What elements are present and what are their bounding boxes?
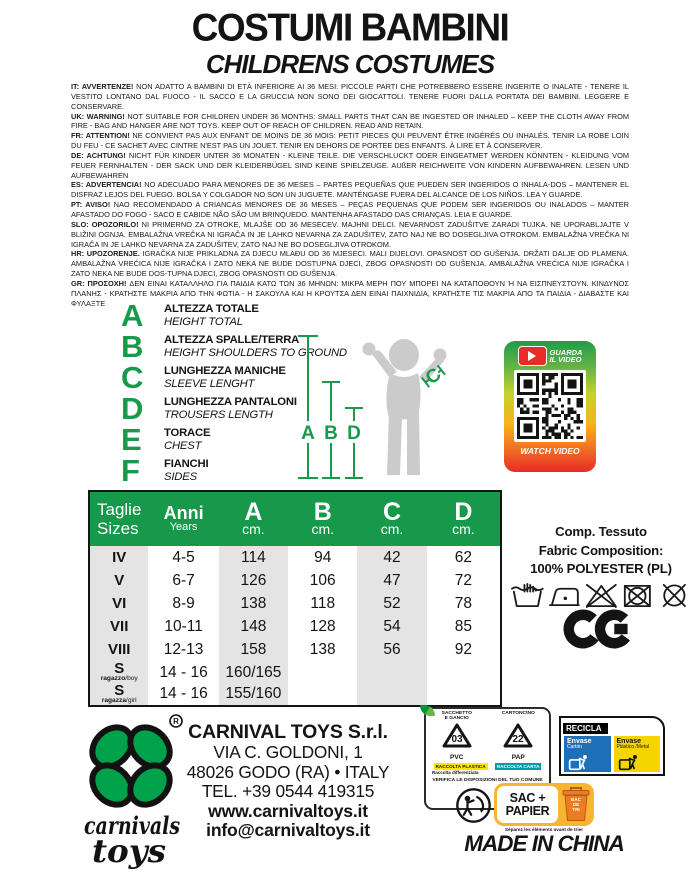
composition-title-it: Comp. Tessuto [555,524,647,539]
qr-code [514,370,586,442]
tidyman-bin-icon [566,754,592,771]
recycle-item1-label: SACCHETTO E GANCIO [441,711,472,722]
page-subtitle: CHILDRENS COSTUMES [205,49,495,79]
legend-letter: F [121,453,140,488]
table-cell-size: VIII [90,639,148,662]
recycle-triangle-pap-icon [502,722,534,749]
company-email: info@carnivaltoys.it [206,820,370,841]
company-street: VIA C. GOLDONI, 1 [213,742,363,762]
warning-paragraph: DE: ACHTUNG! NICHT FÜR KINDER UNTER 36 MONATEN - KLEINE TEILE. DIE VERSCHLUCKT ODER EINGEATMET WERDEN KÖNNTEN - KLEIDUNG VOM FEUER FERNHALTEN - DER SACK UND DER KLEIDERBÜGEL SIND KEINE SPIELZEUGE. AUßER REICHWEITE VON KINDERN AUFBEWAHREN. LESEN UND AUFBEWAHREN [71,150,629,180]
table-cell-value: 138 [309,641,336,659]
table-header-c: C cm. [357,492,426,546]
table-cell-value: 158 [219,639,288,662]
table-cell-size: IV [90,546,148,569]
table-cell-value: 6-7 [172,571,195,589]
table-cell-value: 10-11 [164,618,203,636]
composition-title-en: Fabric Composition: [538,542,664,558]
table-cell-value: 14 - 16 [159,685,208,703]
legend-subtitle: CHEST [164,439,202,452]
do-not-bleach-icon [584,582,619,609]
table-cell-value: 4-5 [172,548,195,566]
table-header-d: D cm. [427,492,500,546]
legend-letter: D [121,391,144,426]
table-cell-value [288,684,357,706]
fabric-composition [505,523,697,609]
hand-wash-icon [510,582,545,609]
origin-label: MADE IN CHINA [464,831,624,856]
video-qr-badge [504,341,596,472]
registered-mark-letter: R [173,717,179,726]
company-name: CARNIVAL TOYS S.r.l. [188,721,388,743]
legend-subtitle: SIDES [164,470,197,483]
do-not-tumble-dry-icon [620,582,655,609]
table-cell-value: 54 [357,616,426,639]
legend-item-a [121,298,393,333]
sort-elements-note: Séparez les éléments avant de trier [504,827,584,832]
warning-paragraph: ES: ADVERTENCIA! NO ADECUADO PARA MENORES DE 36 MESES – PARTES PEQUEÑAS QUE PUEDEN SER INGERIDOS O INHALA-DOS – MANTENER EL DISFRAZ LEJOS DEL FUEGO. BOLSA Y COLGADOR NO SON UN JUGUETE. MANTÉNGASE FUERA DEL ALCANCE DE LOS NIÑOS. LEA Y GUARDE. [71,180,629,200]
watch-video-bottom-label: WATCH VIDEO [520,446,580,456]
company-city: 48026 GODO (RA) • ITALY [186,761,390,782]
table-cell-value: 47 [357,569,426,592]
table-cell-size: S ragazza/girl [90,684,148,706]
sac-papier-label: SAC + PAPIER [497,786,558,823]
warning-paragraph: FR: ATTENTION! NE CONVIENT PAS AUX ENFANT DE MOINS DE 36 MOIS: PETIT PIECES QUI PEUVENT ÊTRE INGÉRÉS OU INHALÉS. TENIR LA ROBE LOIN DU FEU - CE SACHET AVEC CINTRE N'EST PAS UN JOUET. TENIR EN DEHORS DE PORTEE DES ENFANTS. À LIRE ET À CONSERVER. [71,131,629,151]
legend-title: FIANCHI [164,458,209,470]
table-cell-value [357,662,426,684]
table-cell-value: 72 [454,571,472,589]
watch-video-top-label: GUARDA IL VIDEO [549,347,583,364]
table-cell-value: 85 [454,618,472,636]
legend-title: ALTEZZA SPALLE/TERRA [164,334,300,346]
legend-subtitle: TROUSERS LENGTH [164,408,273,421]
table-cell-value: 42 [357,546,426,569]
table-cell-value [427,684,500,706]
table-cell-value [427,662,500,684]
table-cell-size: VI [90,592,148,615]
legend-subtitle: HEIGHT SHOULDERS TO GROUND [164,346,347,359]
table-cell-value: 148 [219,616,288,639]
youtube-play-icon [518,346,547,366]
logo-wordmark-top: carnivals [84,811,181,840]
legend-letter: E [121,422,142,457]
company-phone: TEL. +39 0544 419315 [201,781,375,802]
legend-letter: B [121,329,144,364]
recycle-item2-material: PAP [511,754,525,761]
table-cell-value: 114 [219,546,288,569]
dim-label-b: B [324,423,338,444]
table-cell-value: 62 [454,548,472,566]
table-cell-value [357,684,426,706]
table-header-sizes: Taglie Sizes [90,492,148,546]
legend-letter: A [121,298,144,333]
legend-title: LUNGHEZZA PANTALONI [164,396,297,408]
tidyman-bin-icon [616,754,642,771]
warning-paragraph: UK: WARNING! NOT SUITABLE FOR CHILDREN UNDER 36 MONTHS: SMALL PARTS THAT CAN BE INGESTED OR INHALED – KEEP THE CLOTH AWAY FROM FIRE - BAG AND HANGER ARE NOT TOYS. KEEP OUT OF REACH OF CHILDREN. READ AND RETAIN. [71,111,629,131]
table-cell-size: S ragazzo/boy [90,662,148,684]
iron-low-temp-icon [547,582,582,609]
table-cell-value: 160/165 [219,662,288,684]
recycling-info-france [494,783,594,826]
care-symbols-row [505,582,697,609]
recicla-plastico-box: Envase Plástico /Metal [614,736,661,772]
svg-text:22: 22 [512,734,524,745]
page-title: COSTUMI BAMBINI [191,5,509,50]
table-cell-value: 128 [309,618,336,636]
recycle-item2-label: CARTONCINO [501,711,535,716]
legend-title: ALTEZZA TOTALE [164,303,259,315]
separate-collection-note: Raccolta differenziata [432,769,479,775]
table-cell-value: 78 [454,594,472,612]
table-cell-value: 155/160 [219,684,288,706]
company-website: www.carnivaltoys.it [208,800,368,821]
company-address [182,722,394,841]
dimension-lines [298,336,363,478]
legend-letter: C [121,360,144,395]
table-cell-value: 126 [219,569,288,592]
warning-paragraph: IT: AVVERTENZE! NON ADATTO A BAMBINI DI ETÀ INFERIORE AI 36 MESI: PICCOLE PARTI CHE POTREBBERO ESSERE INGERITE O INALATE - TENERE IL VESTITO LONTANO DAL FUOCO - IL SACCO E LA GRUCCIA NON SONO DEI GIOCATTOLI. TENERE FUORI DALLA PORTATA DEI BAMBINI. LEGGERE E CONSERVARE. [71,82,629,111]
dim-label-d: D [347,423,361,444]
recicla-carton-box: Envase Cartón [564,736,611,772]
check-local-rules-note: VERIFICA LE DISPOSIZIONI DEL TUO COMUNE [432,777,543,783]
warning-paragraph: PT: AVISO! NAO RECOMENDADO A CRIANCAS MENORES DE 36 MESES – PEÇAS PEQUENAS QUE PODEM SER INGERIDOS OU INALADOS – MANTER AFASTADO DO FOGO - SACO E CABIDE NÃO SÃO UM BRINQUEDO. MANTENHA AFASTADO DAS CRIANÇAS. LEIA E GUARDE. [71,200,629,219]
table-cell-value: 56 [357,639,426,662]
do-not-dry-clean-icon [657,582,692,609]
table-cell-value: 106 [309,571,336,589]
legend-title: TORACE [164,427,211,439]
legend-subtitle: HEIGHT TOTAL [164,315,243,328]
table-cell-value: 94 [314,548,332,566]
recycle-item1-material: PVC [449,754,464,761]
table-cell-value: 12-13 [163,641,204,659]
ce-mark-icon [564,606,638,652]
triman-icon [455,787,492,829]
table-cell-value [288,662,357,684]
size-table [88,490,502,707]
plastic-collection-bar: RACCOLTA PLASTICA [435,763,486,769]
sorting-bin-icon [561,786,591,823]
dim-label-a: A [301,423,315,444]
composition-value: 100% POLYESTER (PL) [530,561,672,576]
clover-logo-icon [79,710,185,868]
warning-paragraph: GR: ΠΡΟΣΟΧΗ! ΔΕΝ ΕΙΝΑΙ ΚΑΤΑΛΛΗΛΟ ΓΙΑ ΠΑΙΔΙΑ ΚΑΤΩ ΤΩΝ 36 ΜΗΝΩΝ: ΜΙΚΡΑ ΜΕΡΗ ΠΟΥ ΜΠΟΡΕΙ ΝΑ ΚΑΤΑΠΟΘΟΥΝ Ή ΝΑ ΕΙΣΠΝΕΥΣΤΟΥΝ. ΚΙΝΔΥΝΟΣ ΠΛΑΝΗΣ - ΚΡΑΤΗΣΤΕ ΜΑΚΡΙΑ ΑΠΟ ΤΗΝ ΦΩΤΙΑ - Η ΣΑΚΟΥΛΑ ΚΑΙ Η ΚΡΟΥΤΣΑ ΔΕΝ ΕΙΝΑΙ ΠΑΙΧΝΙΔΙΑ, ΚΡΑΤΗΣΤΕ ΤΙΣ ΜΑΚΡΙΑ ΑΠΟ ΤΑ ΠΑΙΔΙΑ - ΔΙΑΒΑΣΤΕ ΚΑΙ ΦΥΛΑΞΤΕ [71,278,629,308]
table-cell-value: 92 [454,641,472,659]
table-cell-value: 14 - 16 [159,663,208,681]
table-header-b: B cm. [288,492,357,546]
table-cell-value: 138 [219,592,288,615]
size-diagram [291,331,481,490]
child-silhouette-icon [363,339,447,475]
logo-wordmark-bottom: toys [92,832,166,870]
svg-text:03: 03 [451,734,463,745]
paper-collection-bar: RACCOLTA CARTA [496,763,540,769]
bac-de-tri-label: BAC DE TRI [571,797,581,812]
legend-subtitle: SLEEVE LENGHT [164,377,255,390]
warnings-section [71,82,629,308]
dim-label-c: C [421,364,446,390]
warning-paragraph: SLO: OPOZORILO! NI PRIMERNO ZA OTROKE, MLAJŠE OD 36 MESECEV. MAJHNI DELCI. NEVARNOST ZADUŠITVE ZARADI TUJKA. NE UPORABLJAJTE V BLIŽINI OGNJA. EMBALAŽNA VREČKA NI IGRAČA IN JE LAHKO NEVARNA ZA ZADUŠITEV, ZATO NAJ NE BO DOSEGLJIVA OTROKOM. EMBALAŽNA VREČKA NI IGRAČA IN JE LAHKO NEVARNA ZA ZADUŠITEV, ZATO NAJ NE BO DOSEGLJIVA OTROKOM. [71,219,629,249]
company-logo [79,710,185,873]
warning-paragraph: HR: UPOZORENJE. IGRAČKA NIJE PRIKLADNA ZA DJECU MLAĐU OD 36 MJESECI. MALI DIJELOVI. OPASNOST OD GUŠENJA. DRŽATI DALJE OD PLAMENA. AMBALAŽNA VREĆICA NIJE IGRAČKA I ZATO NEKA NE BUDE DOSTUPNA DJECI, ZBOG OPASNOSTI OD GUŠENJA. AMBALAŽNA VREĆICA NIJE IGRAČKA I ZATO NEKA NE BUDE DOS-TUPNA DJECI, ZBOG OPASNOSTI OD GUŠENJA. [71,249,630,279]
table-cell-value: 118 [310,594,336,612]
measurement-diagram-graphic [291,331,481,485]
table-cell-size: V [90,569,148,592]
table-cell-value: 52 [357,592,426,615]
ce-mark [505,606,697,657]
table-header-years: Anni Years [148,492,218,546]
recycling-info-spain [559,716,665,776]
table-cell-size: VII [90,616,148,639]
table-cell-value: 8-9 [172,594,195,612]
legend-title: LUNGHEZZA MANICHE [164,365,286,377]
recicla-header: RECICLA [563,723,608,734]
recycle-triangle-pvc-icon [441,722,473,749]
table-header-a: A cm. [219,492,288,546]
